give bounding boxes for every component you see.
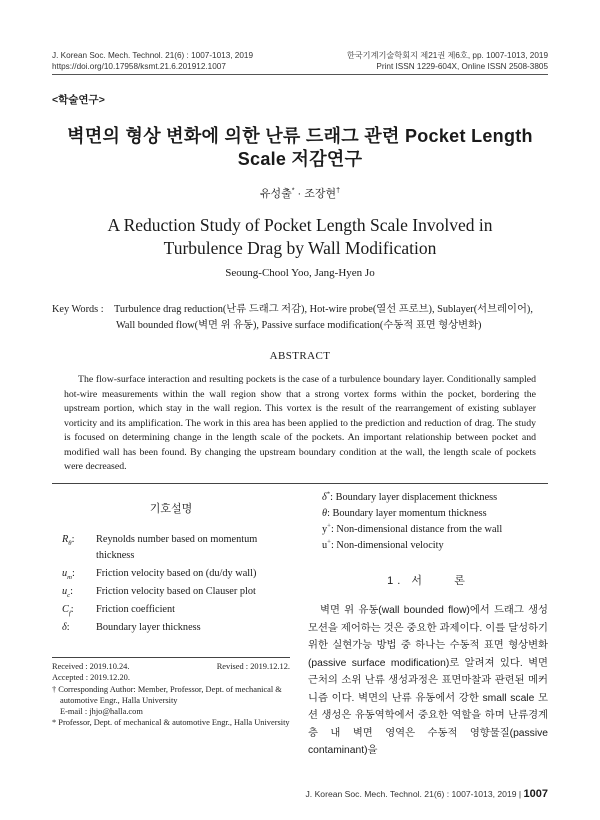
nomenclature-heading: 기호설명: [149, 503, 193, 515]
keywords-line2: Wall bounded flow(벽면 위 유동), Passive surface modification(수동적 표면 형상변화): [116, 320, 482, 331]
corresponding-author: † Corresponding Author: Member, Professor, Dept. of mechanical & automotive Engr., Halla University: [52, 684, 282, 705]
nomenclature-item: [52, 584, 290, 600]
keywords-line1: Turbulence drag reduction(난류 드래그 저감), Hot-wire probe(열선 프로브), Sublayer(서브레이어),: [114, 304, 533, 315]
received-row: [52, 661, 290, 672]
title-korean: [40, 125, 560, 171]
page-footer: [306, 788, 549, 800]
footer-journal: J. Korean Soc. Mech. Technol. 21(6) : 1007-1013, 2019 |: [305, 789, 522, 799]
received-date: Received : 2019.10.24.: [52, 662, 130, 671]
nomenclature-desc: Boundary layer momentum thickness: [332, 508, 487, 519]
nomenclature-symbol: θ:: [322, 508, 330, 519]
abstract-heading: ABSTRACT: [269, 350, 331, 362]
author1-ko: 유성출: [259, 188, 292, 200]
left-column: [52, 490, 290, 638]
nomenclature-list-left: [52, 532, 290, 636]
footnote-divider: [52, 657, 290, 658]
nomenclature-desc: Non-dimensional velocity: [336, 540, 444, 551]
title-korean-line1: 벽면의 형상 변화에 의한 난류 드래그 관련 Pocket Length: [67, 126, 533, 146]
journal-citation-ko: 한국기계기술학회지 제21권 제6호, pp. 1007-1013, 2019: [346, 51, 548, 60]
nomenclature-desc: Reynolds number based on momentum thickness: [96, 534, 258, 561]
doi-link[interactable]: https://doi.org/10.17958/ksmt.21.6.201912.1007: [52, 62, 226, 71]
page-number: 1007: [523, 788, 548, 800]
header-divider: [52, 74, 548, 75]
accepted-date: Accepted : 2019.12.20.: [52, 673, 130, 683]
nomenclature-symbol: δ:: [62, 622, 70, 633]
author1-mark: *: [291, 186, 295, 195]
nomenclature-desc: Boundary layer displacement thickness: [335, 492, 498, 503]
nomenclature-symbol: $C_f$:: [62, 604, 74, 618]
section-heading-introduction: 1. 서 론: [387, 575, 469, 587]
section-divider: [52, 483, 548, 484]
nomenclature-symbol: $u_m$:: [62, 568, 75, 582]
nomenclature-item: [52, 602, 290, 618]
nomenclature-item: [308, 538, 548, 554]
title-korean-line2: Scale 저감연구: [237, 149, 363, 169]
nomenclature-symbol: $R_\theta$:: [62, 534, 75, 548]
nomenclature-item: [308, 490, 548, 506]
introduction-text: 벽면 위 유동(wall bounded flow)에서 드래그 생성 모션을 제어하는 것은 중요한 과제이다. 이를 달성하기 위한 실현가능 방법 중 하나는 수동적 표면 형상변화(passive surface modification)로 알려져 있다. 벽면 근처의 소위 난류 생성과정은 표면마찰과 관련된 메커니즘 이다. 벽면의 난류 유동에서 강한 small scale 모션 생성은 유동역학에서 중요한 역할을 하며 난류경계층 내 벽면 영역은 수동적 영향물질(passive contaminant)을: [308, 605, 548, 756]
nomenclature-desc: Non-dimensional distance from the wall: [336, 524, 503, 535]
title-english-line2: Turbulence Drag by Wall Modification: [163, 238, 437, 258]
nomenclature-symbol: δ*:: [322, 490, 334, 503]
author2-mark: †: [336, 186, 341, 195]
nomenclature-item: [52, 532, 290, 564]
nomenclature-desc: Friction velocity based on Clauser plot: [96, 586, 256, 597]
nomenclature-symbol: y+:: [322, 522, 334, 535]
authors-korean: [0, 185, 600, 201]
nomenclature-symbol: u+:: [322, 538, 334, 551]
nomenclature-desc: Friction coefficient: [96, 604, 176, 615]
footnotes: [52, 661, 290, 729]
keywords: [52, 302, 548, 334]
revised-date: Revised : 2019.12.12.: [216, 662, 290, 671]
title-english-line1: A Reduction Study of Pocket Length Scale Involved in: [107, 215, 493, 235]
nomenclature-item: [52, 620, 290, 636]
nomenclature-symbol: $u_c$:: [62, 586, 73, 600]
author2-ko: 조장현: [304, 188, 337, 200]
nomenclature-desc: Friction velocity based on (du/dy wall): [96, 568, 257, 579]
article-category: <학술연구>: [52, 94, 105, 106]
keywords-label: Key Words :: [52, 304, 104, 315]
nomenclature-desc: Boundary layer thickness: [96, 622, 201, 633]
nomenclature-item: [308, 506, 548, 522]
title-english: [40, 214, 560, 260]
nomenclature-item: [308, 522, 548, 538]
coauthor-affiliation: * Professor, Dept. of mechanical & automotive Engr., Halla University: [52, 718, 290, 728]
journal-citation: J. Korean Soc. Mech. Technol. 21(6) : 1007-1013, 2019: [52, 51, 254, 60]
right-column: [308, 490, 548, 760]
issn: Print ISSN 1229-604X, Online ISSN 2508-3805: [376, 62, 548, 71]
nomenclature-item: [52, 566, 290, 582]
author-separator: ·: [294, 188, 305, 200]
abstract-text: The flow-surface interaction and resulting pockets is the case of a turbulence boundary layer. Conditionally sampled hot-wire measurements within the wall region show that a strong vortex forms within the pocket, bordering the upstream portion, which stay in the wall region. This vortex is the result of the rearrangement of existing sublayer vorticity and its amplification. The work in this area has been applied to the prediction and reduction of drag. The study is focused on determining change in the length scale of the pockets. An important relationship between pocket and modified wall has been found. By changing the upstream boundary condition at the wall, the length scale of pockets were decreased.: [64, 374, 536, 472]
authors-english: Seoung-Chool Yoo, Jang-Hyen Jo: [225, 267, 375, 279]
email[interactable]: E-mail : jhjo@halla.com: [60, 707, 143, 717]
nomenclature-list-right: [308, 490, 548, 554]
